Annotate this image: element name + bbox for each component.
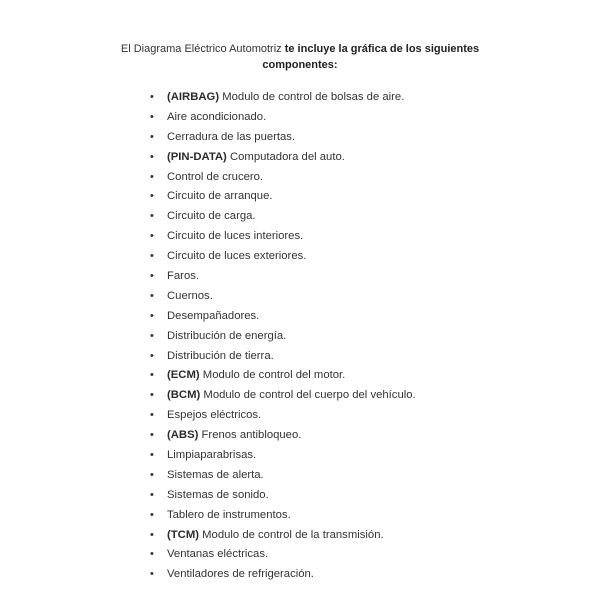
intro-plain-text: El Diagrama Eléctrico Automotriz (120, 43, 285, 55)
bullet-icon: • (150, 270, 154, 283)
bullet-icon: • (150, 190, 154, 203)
list-item-text (167, 506, 291, 526)
bullet-icon: • (150, 91, 154, 103)
bullet-icon: • (150, 130, 154, 143)
bullet-icon: • (150, 528, 154, 541)
bullet-icon: • (150, 170, 154, 183)
component-description: Distribución de tierra. (167, 349, 274, 362)
bullet-icon: • (150, 110, 154, 123)
component-code: (ECM) (167, 369, 200, 382)
component-description: Modulo de control del cuerpo del vehículo. (200, 389, 416, 402)
list-item-text (167, 486, 269, 506)
bullet-icon: • (150, 329, 154, 342)
list-item-text (167, 545, 268, 565)
component-description: Aire acondicionado. (167, 110, 267, 123)
bullet-icon: • (150, 150, 154, 163)
component-description: Faros. (167, 270, 200, 283)
bullet-icon: • (150, 309, 154, 322)
component-description: Tablero de instrumentos. (167, 508, 291, 521)
bullet-icon: • (150, 508, 154, 521)
list-item-text (167, 187, 273, 207)
component-code: (AIRBAG) (167, 91, 220, 103)
component-code: (ABS) (167, 429, 199, 442)
component-description: Frenos antibloqueo. (198, 429, 302, 442)
list-item-text (167, 386, 416, 406)
component-description: Sistemas de alerta. (167, 468, 264, 481)
list-item-text (167, 247, 306, 267)
component-description: Modulo de control de bolsas de aire. (219, 91, 405, 103)
list-item-text (167, 327, 286, 347)
component-description: Modulo de control de la transmisión. (199, 528, 384, 541)
component-description: Circuito de luces interiores. (167, 230, 304, 243)
component-description: Distribución de energía. (167, 329, 287, 342)
component-description: Circuito de carga. (167, 210, 256, 223)
list-item-text (167, 307, 259, 327)
list-item-text (167, 526, 384, 546)
list-item-text (167, 128, 295, 148)
list-item-text (167, 466, 264, 486)
component-description: Cerradura de las puertas. (167, 130, 296, 143)
list-item-text (167, 227, 303, 247)
list-item-text (167, 148, 345, 168)
bullet-icon: • (150, 568, 154, 581)
component-description: Limpiaparabrisas. (167, 449, 257, 462)
component-description: Ventiladores de refrigeración. (167, 568, 314, 581)
component-description: Espejos eléctricos. (167, 409, 262, 422)
bullet-icon: • (150, 429, 154, 442)
component-description: Computadora del auto. (226, 150, 345, 163)
list-item-text (167, 366, 345, 386)
bullet-icon: • (150, 289, 154, 302)
component-description: Sistemas de sonido. (167, 488, 269, 501)
intro-paragraph (60, 41, 540, 73)
list-item-text (167, 267, 199, 287)
component-code: (TCM) (167, 528, 199, 541)
bullet-icon: • (150, 548, 154, 561)
bullet-icon: • (150, 369, 154, 382)
bullet-icon: • (150, 488, 154, 501)
component-description: Modulo de control del motor. (199, 369, 346, 382)
component-description: Control de crucero. (167, 170, 264, 183)
list-item-text (167, 287, 213, 307)
component-description: Circuito de luces exteriores. (167, 250, 307, 263)
list-item-text (167, 406, 261, 426)
list-item-text (167, 446, 256, 466)
list-item-text (167, 168, 263, 188)
list-item-text (167, 207, 256, 227)
component-description: Cuernos. (167, 289, 213, 302)
list-item-text (167, 565, 314, 585)
list-item-text (167, 88, 404, 108)
component-description: Ventanas eléctricas. (167, 548, 269, 561)
component-description: Circuito de arranque. (167, 190, 273, 203)
bullet-icon: • (150, 449, 154, 462)
list-item-text (167, 347, 274, 367)
bullet-icon: • (150, 389, 154, 402)
bullet-icon: • (150, 210, 154, 223)
list-item-text (167, 108, 266, 128)
intro-bold-text-line2: componentes: (262, 59, 338, 71)
component-code: (PIN-DATA) (167, 150, 227, 163)
bullet-icon: • (150, 468, 154, 481)
bullet-icon: • (150, 409, 154, 422)
intro-bold-text-line1: te incluye la gráfica de los siguientes (284, 43, 480, 55)
bullet-icon: • (150, 349, 154, 362)
bullet-icon: • (150, 250, 154, 263)
list-item-text (167, 426, 301, 446)
component-description: Desempañadores. (167, 309, 260, 322)
bullet-icon: • (150, 230, 154, 243)
component-code: (BCM) (167, 389, 201, 402)
